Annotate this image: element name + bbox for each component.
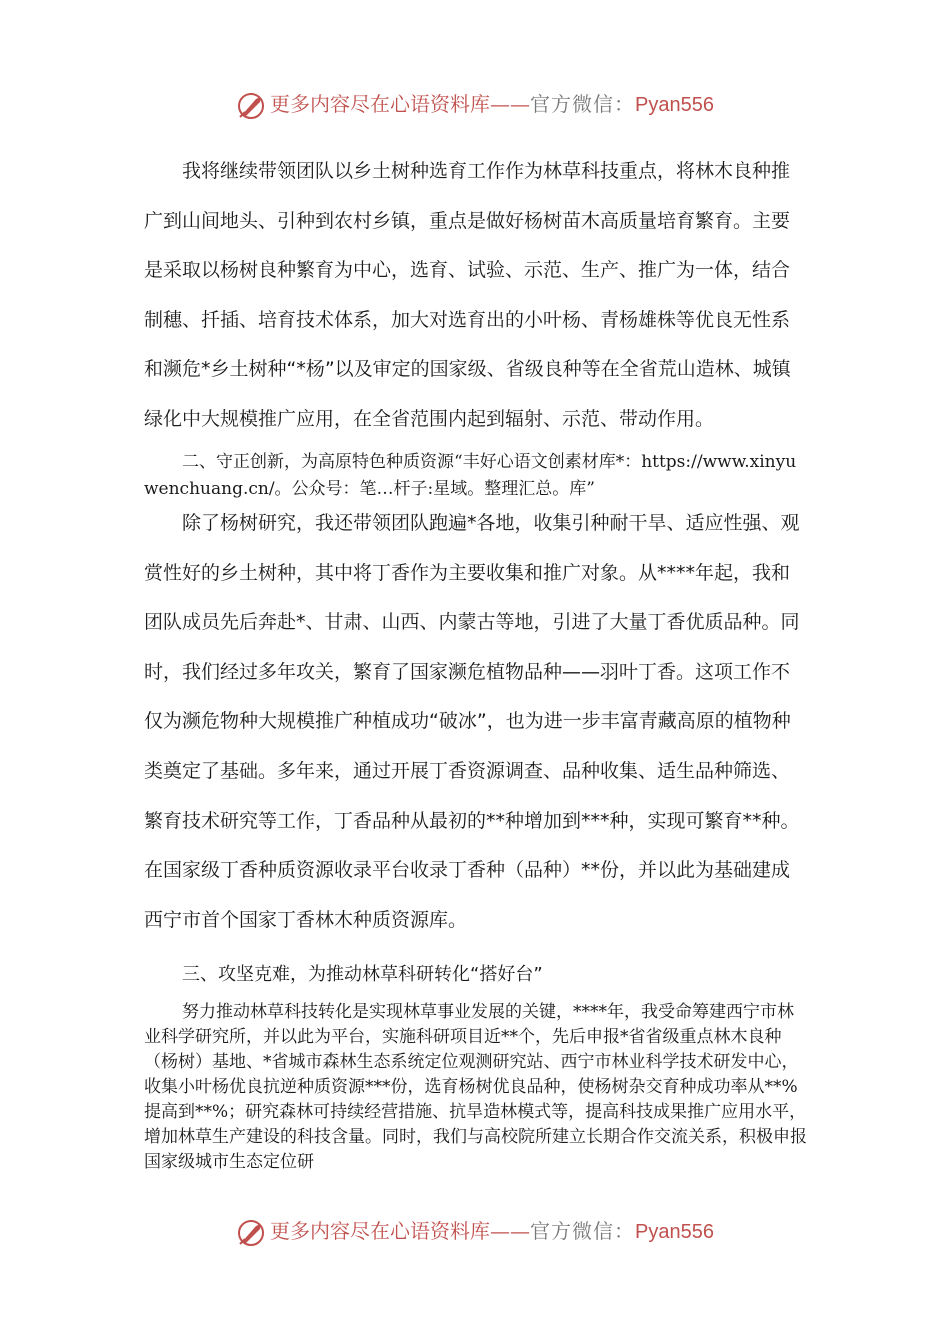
banner-main-text: 更多内容尽在心语资料库 [270,1219,491,1243]
banner-wechat-id: Pyan556 [635,94,714,116]
banner-main-text: 更多内容尽在心语资料库 [270,92,491,116]
paragraph-poplar-breeding: 我将继续带领团队以乡土树种选育工作作为林草科技重点，将林木良种推广到山间地头、引种到农村乡镇，重点是做好杨树苗木高质量培育繁育。主要是采取以杨树良种繁育为中心，选育、试验、示范、生产、推广为一体，结合制穗、扦插、培育技术体系，加大对选育出的小叶杨、青杨雄株等优良无性系和濒危*乡土树种“*杨”以及审定的国家级、省级良种等在全省荒山造林、城镇绿化中大规模推广应用，在全省范围内起到辐射、示范、带动作用。 [144,160,791,430]
section-heading-3: 三、攻坚克难，为推动林草科研转化“搭好台” [182,964,543,985]
header-banner [0,88,950,121]
banner-separator: —— [490,92,531,116]
banner-wechat-label: 官方微信： [530,92,636,116]
banner-separator: —— [490,1219,531,1243]
paragraph-research-transfer: 努力推动林草科技转化是实现林草事业发展的关键，****年，我受命筹建西宁市林业科学研究所，并以此为平台，实施科研项目近**个，先后申报*省省级重点林木良种（杨树）基地、*省城市森林生态系统定位观测研究站、西宁市林业科学技术研发中心，收集小叶杨优良抗逆种质资源***份，选育杨树优良品种，使杨树杂交育种成功率从**%提高到**%；研究森林可持续经营措施、抗旱造林模式等，提高科技成果推广应用水平，增加林草生产建设的科技含量。同时，我们与高校院所建立长期合作交流关系，积极申报国家级城市生态定位研 [144,1002,807,1172]
banner-wechat-label: 官方微信： [530,1219,636,1243]
quill-logo-icon [236,1218,266,1248]
quill-logo-icon [236,91,266,121]
paragraph-lilac-collection: 除了杨树研究，我还带领团队跑遍*各地，收集引种耐干旱、适应性强、观赏性好的乡土树种，其中将丁香作为主要收集和推广对象。从****年起，我和团队成员先后奔赴*、甘肃、山西、内蒙古等地，引进了大量丁香优质品种。同时，我们经过多年攻关，繁育了国家濒危植物品种——羽叶丁香。这项工作不仅为濒危物种大规模推广种植成功“破冰”，也为进一步丰富青藏高原的植物种类奠定了基础。多年来，通过开展丁香资源调查、品种收集、适生品种筛选、繁育技术研究等工作，丁香品种从最初的**种增加到***种，实现可繁育**种。在国家级丁香种质资源收录平台收录丁香种（品种）**份，并以此为基础建成西宁市首个国家丁香林木种质资源库。 [144,512,800,931]
banner-wechat-id: Pyan556 [635,1221,714,1243]
footer-banner [0,1215,950,1248]
section-heading-2: 二、守正创新，为高原特色种质资源“丰好心语文创素材库*：https://www.xinyuwenchuang.cn/。公众号：笔…杆子:星域。整理汇总。库” [144,452,797,499]
